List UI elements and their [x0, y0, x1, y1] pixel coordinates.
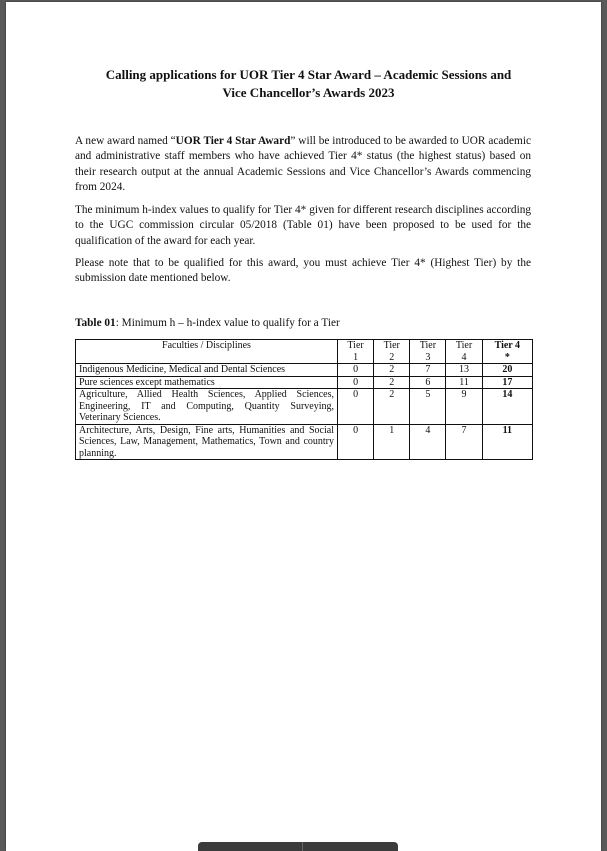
tier-3-cell: 4: [410, 424, 446, 460]
navigation-divider: [302, 842, 303, 851]
tier-4-star-cell: 17: [482, 376, 532, 389]
header-tier-3: Tier 3: [410, 340, 446, 364]
faculty-cell: Agriculture, Allied Health Sciences, Applied Sciences, Engineering, IT and Computing, Quantity Surveying, Veterinary Sciences.: [76, 389, 338, 425]
table-row: [76, 364, 533, 377]
title-line-2: Vice Chancellor’s Awards 2023: [222, 85, 395, 100]
tier-4-star-cell: 20: [482, 364, 532, 377]
table-header-row: [76, 340, 533, 364]
table-row: [76, 376, 533, 389]
tier-4-cell: 11: [446, 376, 482, 389]
document-page: [6, 2, 601, 851]
table-row: [76, 424, 533, 460]
tier-1-cell: 0: [338, 389, 374, 425]
tier-4-cell: 13: [446, 364, 482, 377]
table-caption: [75, 317, 340, 329]
tier-1-cell: 0: [338, 376, 374, 389]
header-tier-4-star: Tier 4 *: [482, 340, 532, 364]
h-index-table: [75, 339, 533, 460]
tier-1-cell: 0: [338, 424, 374, 460]
header-tier-1: Tier 1: [338, 340, 374, 364]
award-name: UOR Tier 4 Star Award: [175, 135, 291, 147]
tier-4-star-cell: 11: [482, 424, 532, 460]
page-navigation-bar[interactable]: [198, 842, 398, 851]
tier-2-cell: 1: [374, 424, 410, 460]
faculty-cell: Pure sciences except mathematics: [76, 376, 338, 389]
tier-3-cell: 5: [410, 389, 446, 425]
table-caption-label: Table 01: [75, 317, 116, 329]
table-caption-text: : Minimum h – h-index value to qualify for a Tier: [115, 317, 340, 329]
tier-4-cell: 7: [446, 424, 482, 460]
intro-paragraph: [75, 134, 531, 195]
tier-2-cell: 2: [374, 364, 410, 377]
faculty-cell: Indigenous Medicine, Medical and Dental Sciences: [76, 364, 338, 377]
header-tier-4: Tier 4: [446, 340, 482, 364]
title-line-1: Calling applications for UOR Tier 4 Star Award – Academic Sessions and: [105, 67, 512, 82]
intro-text-a: A new award named “: [75, 135, 176, 147]
tier-4-star-cell: 14: [482, 389, 532, 425]
tier-1-cell: 0: [338, 364, 374, 377]
note-paragraph: Please note that to be qualified for this award, you must achieve Tier 4* (Highest Tier) by the submission date mentioned below.: [75, 257, 531, 285]
header-tier-2: Tier 2: [374, 340, 410, 364]
intro-text-b: ” will be introduced to be awarded to UOR academic and administrative staff members who have achieved Tier 4* status (the highest status) based on their research output at the annual Academic Sessions and Vice Chancellor’s Awards commencing from 2024.: [75, 135, 531, 193]
tier-2-cell: 2: [374, 389, 410, 425]
table-row: [76, 389, 533, 425]
tier-2-cell: 2: [374, 376, 410, 389]
tier-3-cell: 7: [410, 364, 446, 377]
header-faculties: Faculties / Disciplines: [76, 340, 338, 364]
tier-3-cell: 6: [410, 376, 446, 389]
tier-4-cell: 9: [446, 389, 482, 425]
criteria-paragraph: The minimum h-index values to qualify for Tier 4* given for different research disciplines according to the UGC commission circular 05/2018 (Table 01) have been proposed to be used for the qualification of the award for each year.: [75, 204, 531, 247]
document-title: [66, 66, 551, 102]
faculty-cell: Architecture, Arts, Design, Fine arts, Humanities and Social Sciences, Law, Management, Mathematics, Town and country planning.: [76, 424, 338, 460]
